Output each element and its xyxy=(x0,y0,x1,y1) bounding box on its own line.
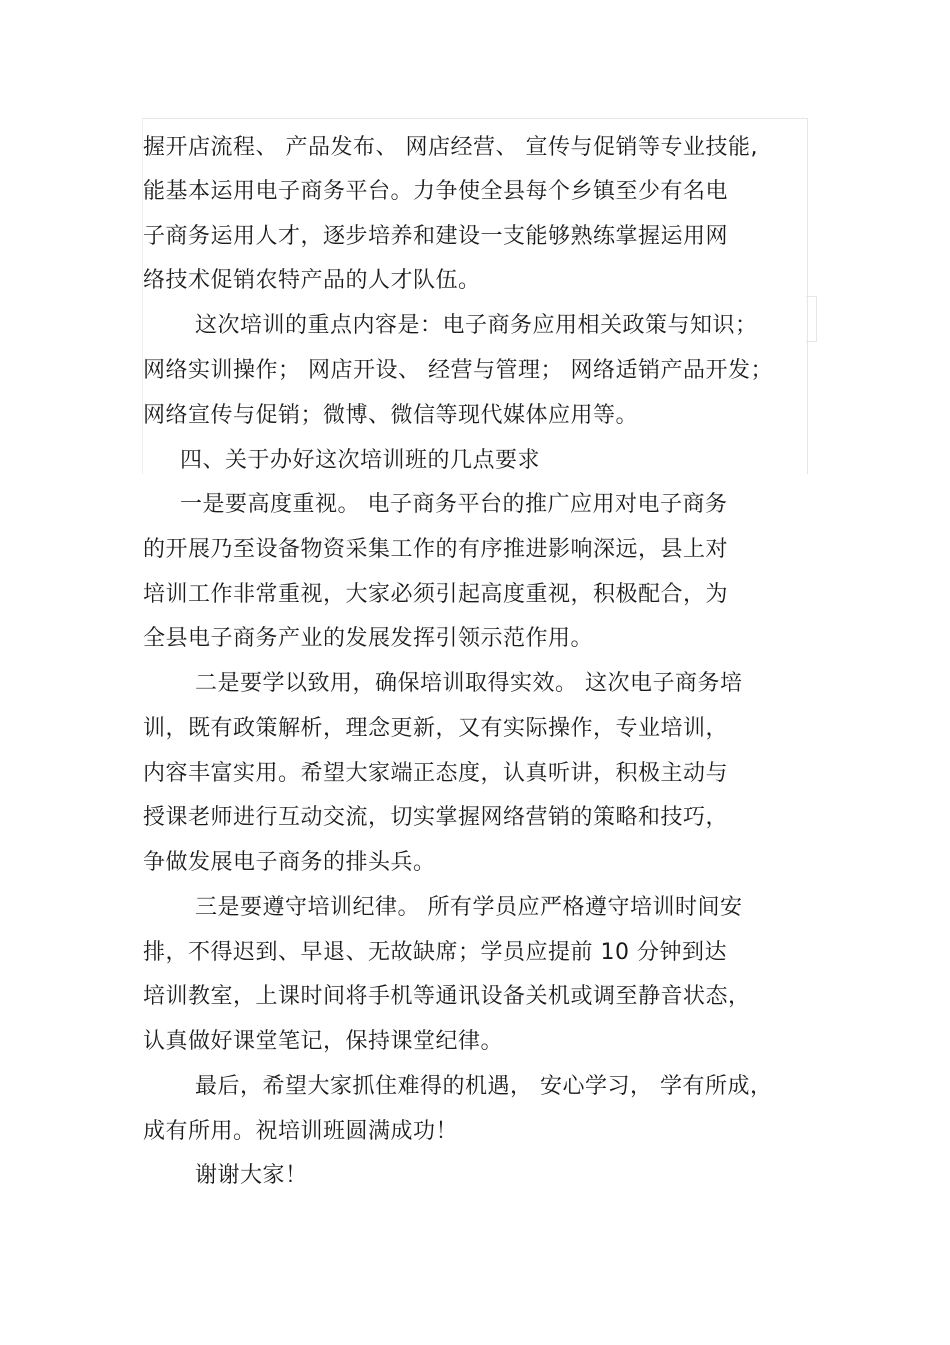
text-line: 内容丰富实用。希望大家端正态度，认真听讲，积极主动与 xyxy=(143,761,729,786)
text-line: 网络宣传与促销；微博、微信等现代媒体应用等。 xyxy=(143,403,639,428)
text-line: 能基本运用电子商务平台。力争使全县每个乡镇至少有名电 xyxy=(143,179,729,204)
text-line: 排，不得迟到、早退、无故缺席；学员应提前 10 分钟到达 xyxy=(143,940,727,965)
text-line: 二是要学以致用，确保培训取得实效。 这次电子商务培 xyxy=(195,671,743,696)
text-line: 争做发展电子商务的排头兵。 xyxy=(143,850,436,875)
text-line: 三是要遵守培训纪律。 所有学员应严格遵守培训时间安 xyxy=(195,895,743,920)
text-line: 子商务运用人才，逐步培养和建设一支能够熟练掌握运用网 xyxy=(143,224,729,249)
text-line: 最后，希望大家抓住难得的机遇， 安心学习， 学有所成， xyxy=(195,1074,773,1099)
text-line: 培训教室，上课时间将手机等通讯设备关机或调至静音状态， xyxy=(143,984,751,1009)
text-line: 这次培训的重点内容是：电子商务应用相关政策与知识； xyxy=(195,313,758,338)
text-line: 络技术促销农特产品的人才队伍。 xyxy=(143,268,481,293)
text-line: 网络实训操作； 网店开设、 经营与管理； 网络适销产品开发； xyxy=(143,358,773,383)
text-frame-tab xyxy=(806,296,817,342)
text-line: 训，既有政策解析，理念更新，又有实际操作，专业培训， xyxy=(143,716,729,741)
text-line: 认真做好课堂笔记，保持课堂纪律。 xyxy=(143,1029,504,1054)
closing-line: 谢谢大家！ xyxy=(195,1163,308,1188)
text-line: 全县电子商务产业的发展发挥引领示范作用。 xyxy=(143,626,594,651)
text-line: 成有所用。祝培训班圆满成功！ xyxy=(143,1119,459,1144)
text-line: 培训工作非常重视，大家必须引起高度重视，积极配合，为 xyxy=(143,582,729,607)
section-heading: 四、关于办好这次培训班的几点要求 xyxy=(180,448,541,473)
text-line: 的开展乃至设备物资采集工作的有序推进影响深远，县上对 xyxy=(143,537,729,562)
text-line: 授课老师进行互动交流，切实掌握网络营销的策略和技巧， xyxy=(143,805,729,830)
text-line: 握开店流程、 产品发布、 网店经营、 宣传与促销等专业技能, xyxy=(143,135,758,160)
text-line: 一是要高度重视。 电子商务平台的推广应用对电子商务 xyxy=(180,492,728,517)
